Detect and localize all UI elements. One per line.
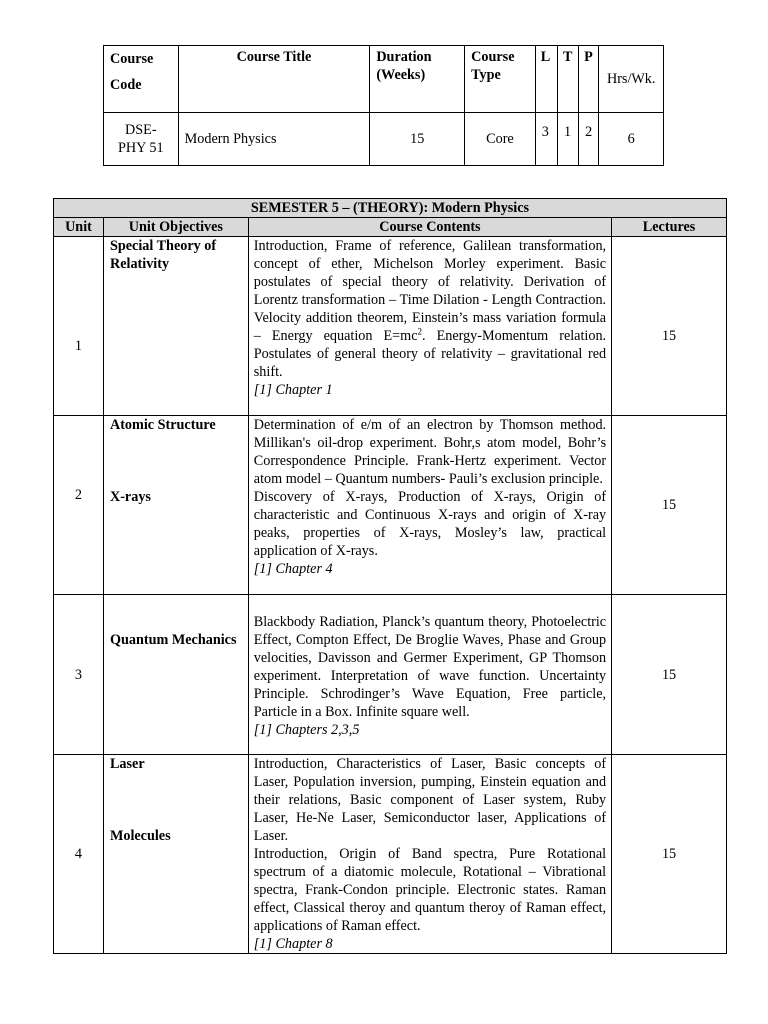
course-type-cell: Core xyxy=(465,113,536,166)
unit-row-4 xyxy=(54,755,727,954)
unit-number: 4 xyxy=(54,755,104,954)
course-info-table xyxy=(103,45,664,166)
hrs-cell: 6 xyxy=(599,113,664,166)
objective-laser: Laser xyxy=(109,756,145,772)
unit-content: Blackbody Radiation, Planck’s quantum theory, Photoelectric Effect, Compton Effect, De Broglie Waves, Phase and Group velocities, Davisson and Germer Experiment, GP Thomson experiment. Interpretation of wave function. Uncertainty Principle. Schrodinger’s Wave Equation, Free particle, Particle in a Box. Infinite square well. [1] Chapters 2,3,5 xyxy=(248,595,611,755)
unit-row-3 xyxy=(54,595,727,755)
course-code-cell: DSE- PHY 51 xyxy=(104,113,179,166)
unit-number: 3 xyxy=(54,595,104,755)
header-course-contents: Course Contents xyxy=(248,218,611,237)
objective-x-rays: X-rays xyxy=(109,489,151,505)
unit-reference: [1] Chapter 8 xyxy=(253,936,333,952)
unit-row-1 xyxy=(54,237,727,416)
duration-cell: 15 xyxy=(370,113,465,166)
unit-number: 2 xyxy=(54,416,104,595)
unit-lectures: 15 xyxy=(612,755,727,954)
header-course-title: Course Title xyxy=(178,46,370,113)
p-cell: 2 xyxy=(579,113,599,166)
course-table-row xyxy=(104,113,664,166)
unit-objective xyxy=(103,755,248,954)
header-p: P xyxy=(579,46,599,113)
course-table-header-row xyxy=(104,46,664,113)
unit-content: Determination of e/m of an electron by Thomson method. Millikan's oil-drop experiment. Bohr,s atom model, Bohr’s Correspondence Principle. Frank-Hertz experiment. Vector atom model – Quantum numbers- Pauli’s exclusion principle. Discovery of X-rays, Production of X-rays, Origin of characteristic and Continuous X-rays and origin of X-ray peaks, properties of X-rays, Mosley’s law, practical application of X-rays. [1] Chapter 4 xyxy=(248,416,611,595)
unit-number: 1 xyxy=(54,237,104,416)
header-t: T xyxy=(557,46,578,113)
syllabus-header-row xyxy=(54,218,727,237)
course-title-cell: Modern Physics xyxy=(178,113,370,166)
header-unit: Unit xyxy=(54,218,104,237)
unit-lectures: 15 xyxy=(612,416,727,595)
syllabus-table xyxy=(53,198,727,954)
t-cell: 1 xyxy=(557,113,578,166)
unit-content: Introduction, Characteristics of Laser, Basic concepts of Laser, Population inversion, pumping, Einstein equation and their relations, Basic component of Laser system, Ruby Laser, He-Ne Laser, Semiconductor laser, Applications of Laser. Introduction, Origin of Band spectra, Pure Rotational spectrum of a diatomic molecule, Rotational – Vibrational spectra, Frank-Condon principle. Electronic states. Raman effect, Classical theroy and quantum theroy of Raman effect, applications of Raman effect. [1] Chapter 8 xyxy=(248,755,611,954)
header-course-code: Course Code xyxy=(104,46,179,113)
unit-lectures: 15 xyxy=(612,595,727,755)
objective-atomic-structure: Atomic Structure xyxy=(109,417,216,433)
unit-objective: Quantum Mechanics xyxy=(103,595,248,755)
unit-reference: [1] Chapter 1 xyxy=(253,382,333,398)
objective-molecules: Molecules xyxy=(109,828,171,844)
header-lectures: Lectures xyxy=(612,218,727,237)
header-duration: Duration (Weeks) xyxy=(370,46,465,113)
unit-reference: [1] Chapter 4 xyxy=(253,561,333,577)
unit-lectures: 15 xyxy=(612,237,727,416)
unit-content: Introduction, Frame of reference, Galilean transformation, concept of ether, Michelson Morley experiment. Basic postulates of special theory of relativity. Derivation of Lorentz transformation – Time Dilation - Length Contraction. Velocity addition theorem, Einstein’s mass variation formula – Energy equation $E=mc^2$. Energy-Momentum relation. Postulates of general theory of relativity – gravitational red shift. [1] Chapter 1 xyxy=(248,237,611,416)
unit-reference: [1] Chapters 2,3,5 xyxy=(253,722,360,738)
unit-objective: Special Theory of Relativity xyxy=(103,237,248,416)
header-course-type: Course Type xyxy=(465,46,536,113)
syllabus-title-row xyxy=(54,199,727,218)
header-l: L xyxy=(535,46,557,113)
unit-objective xyxy=(103,416,248,595)
syllabus-title: SEMESTER 5 – (THEORY): Modern Physics xyxy=(54,199,727,218)
header-hrs-per-week: Hrs/Wk. xyxy=(599,46,664,113)
header-unit-objectives: Unit Objectives xyxy=(103,218,248,237)
l-cell: 3 xyxy=(535,113,557,166)
unit-row-2 xyxy=(54,416,727,595)
